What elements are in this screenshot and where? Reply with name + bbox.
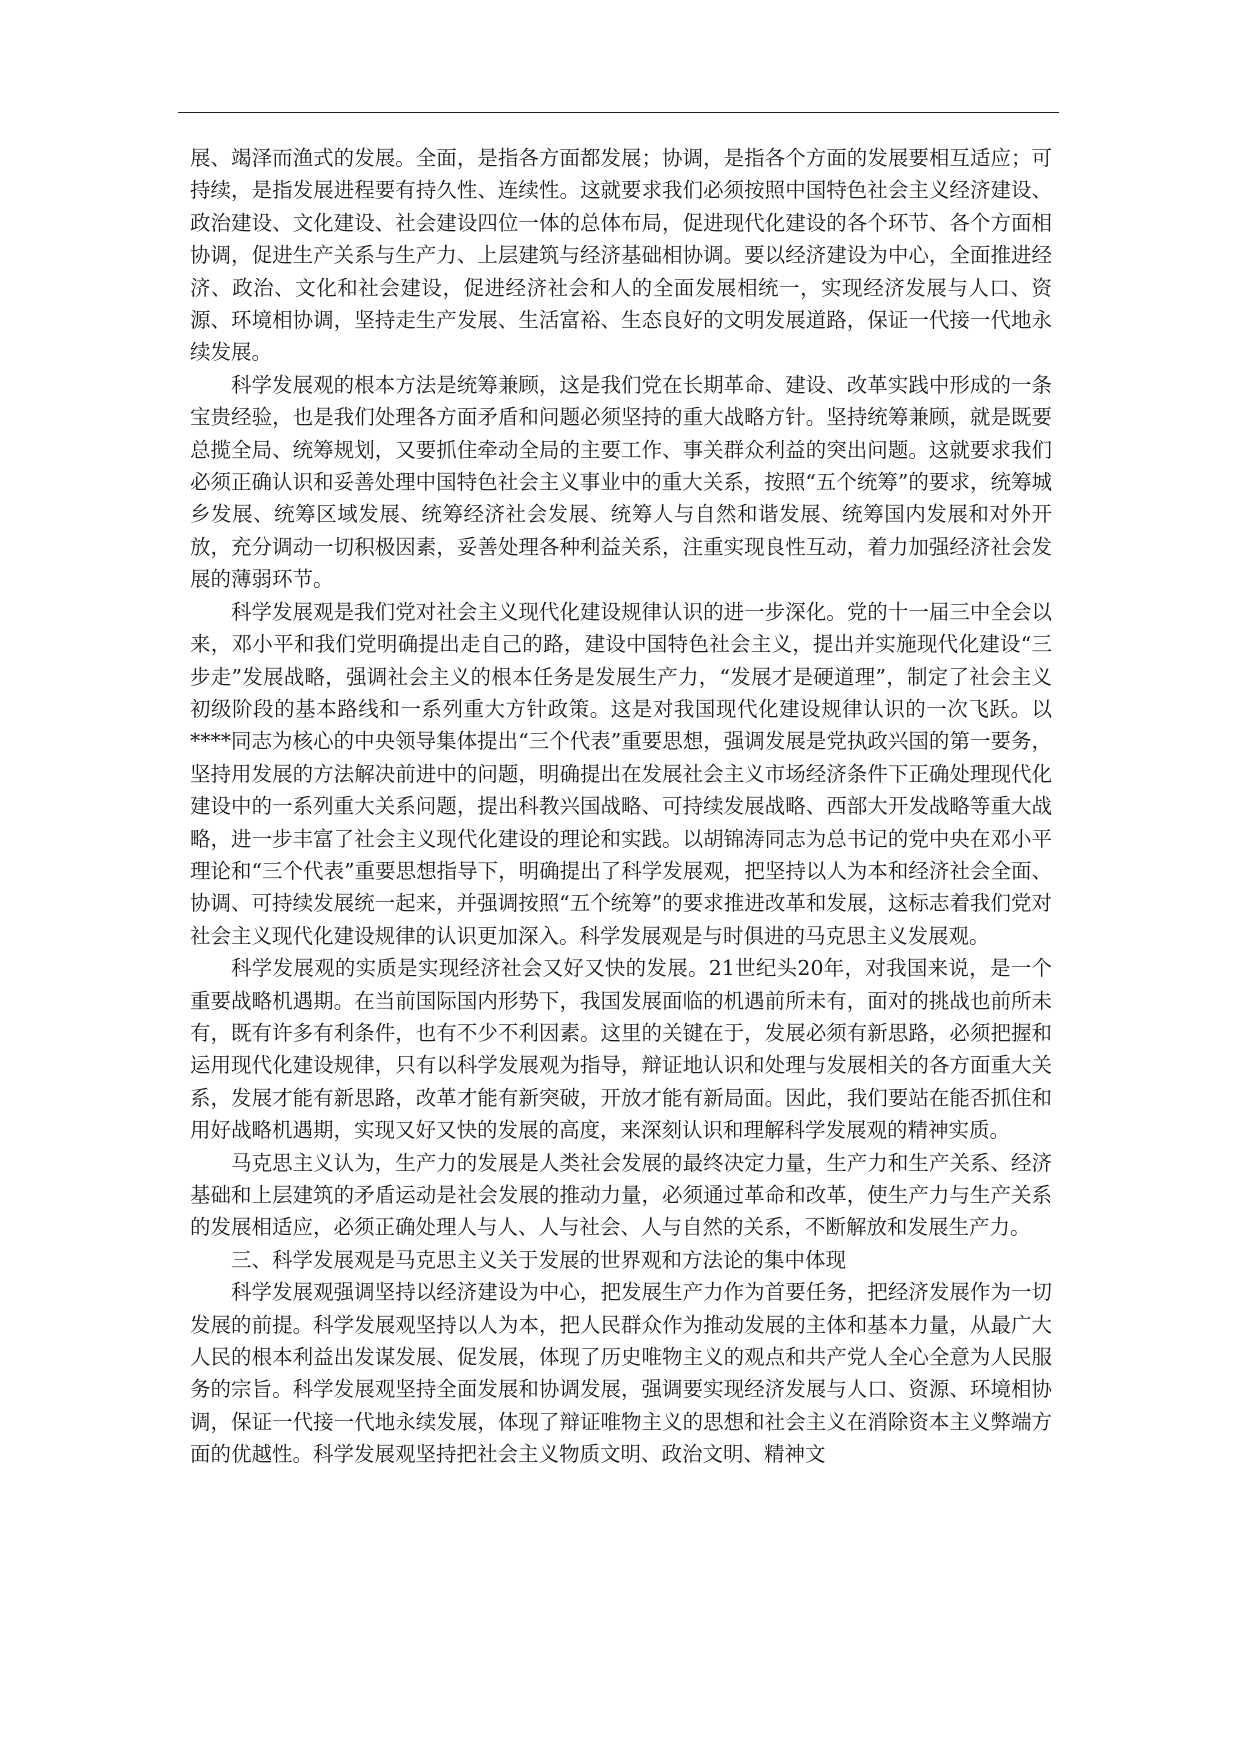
header-rule	[178, 112, 1059, 113]
paragraph-essence: 科学发展观的实质是实现经济社会又好又快的发展。21世纪头20年，对我国来说，是一个重要战略机遇期。在当前国际国内形势下，我国发展面临的机遇前所未有，面对的挑战也前所未有，既有许多有利条件，也有不少不利因素。这里的关键在于，发展必须有新思路，必须把握和运用现代化建设规律，只有以科学发展观为指导，辩证地认识和处理与发展相关的各方面重大关系，发展才能有新思路，改革才能有新突破，开放才能有新局面。因此，我们要站在能否抓住和用好战略机遇期，实现又好又快的发展的高度，来深刻认识和理解科学发展观的精神实质。	[190, 956, 1052, 1143]
paragraph-worldview-methodology: 科学发展观强调坚持以经济建设为中心，把发展生产力作为首要任务，把经济发展作为一切发展的前提。科学发展观坚持以人为本，把人民群众作为推动发展的主体和基本力量，从最广大人民的根本利益出发谋发展、促发展，体现了历史唯物主义的观点和共产党人全心全意为人民服务的宗旨。科学发展观坚持全面发展和协调发展，强调要实现经济发展与人口、资源、环境相协调，保证一代接一代地永续发展，体现了辩证唯物主义的思想和社会主义在消除资本主义弊端方面的优越性。科学发展观坚持把社会主义物质文明、政治文明、精神文	[190, 1280, 1052, 1467]
paragraph-deepening-understanding: 科学发展观是我们党对社会主义现代化建设规律认识的进一步深化。党的十一届三中全会以来，邓小平和我们党明确提出走自己的路，建设中国特色社会主义，提出并实施现代化建设“三步走”发展战略，强调社会主义的根本任务是发展生产力，“发展才是硬道理”，制定了社会主义初级阶段的基本路线和一系列重大方针政策。这是对我国现代化建设规律认识的一次飞跃。以****同志为核心的中央领导集体提出“三个代表”重要思想，强调发展是党执政兴国的第一要务，坚持用发展的方法解决前进中的问题，明确提出在发展社会主义市场经济条件下正确处理现代化建设中的一系列重大关系问题，提出科教兴国战略、可持续发展战略、西部大开发战略等重大战略，进一步丰富了社会主义现代化建设的理论和实践。以胡锦涛同志为总书记的党中央在邓小平理论和“三个代表”重要思想指导下，明确提出了科学发展观，把坚持以人为本和经济社会全面、协调、可持续发展统一起来，并强调按照“五个统筹”的要求推进改革和发展，这标志着我们党对社会主义现代化建设规律的认识更加深入。科学发展观是与时俱进的马克思主义发展观。	[190, 599, 1052, 948]
paragraph-continuation: 展、竭泽而渔式的发展。全面，是指各方面都发展；协调，是指各个方面的发展要相互适应；可持续，是指发展进程要有持久性、连续性。这就要求我们必须按照中国特色社会主义经济建设、政治建设、文化建设、社会建设四位一体的总体布局，促进现代化建设的各个环节、各个方面相协调，促进生产关系与生产力、上层建筑与经济基础相协调。要以经济建设为中心，全面推进经济、政治、文化和社会建设，促进经济社会和人的全面发展相统一，实现经济发展与人口、资源、环境相协调，坚持走生产发展、生活富裕、生态良好的文明发展道路，保证一代接一代地永续发展。	[190, 146, 1052, 365]
body-text	[190, 142, 1052, 1471]
paragraph-marxism-productivity: 马克思主义认为，生产力的发展是人类社会发展的最终决定力量，生产力和生产关系、经济基础和上层建筑的矛盾运动是社会发展的推动力量，必须通过革命和改革，使生产力与生产关系的发展相适应，必须正确处理人与人、人与社会、人与自然的关系，不断解放和发展生产力。	[190, 1150, 1052, 1240]
section-heading-three: 三、科学发展观是马克思主义关于发展的世界观和方法论的集中体现	[231, 1247, 846, 1272]
paragraph-overall-planning: 科学发展观的根本方法是统筹兼顾，这是我们党在长期革命、建设、改革实践中形成的一条宝贵经验，也是我们处理各方面矛盾和问题必须坚持的重大战略方针。坚持统筹兼顾，就是既要总揽全局、统筹规划，又要抓住牵动全局的主要工作、事关群众利益的突出问题。这就要求我们必须正确认识和妥善处理中国特色社会主义事业中的重大关系，按照“五个统筹”的要求，统筹城乡发展、统筹区域发展、统筹经济社会发展、统筹人与自然和谐发展、统筹国内发展和对外开放，充分调动一切积极因素，妥善处理各种利益关系，注重实现良性互动，着力加强经济社会发展的薄弱环节。	[190, 372, 1052, 592]
